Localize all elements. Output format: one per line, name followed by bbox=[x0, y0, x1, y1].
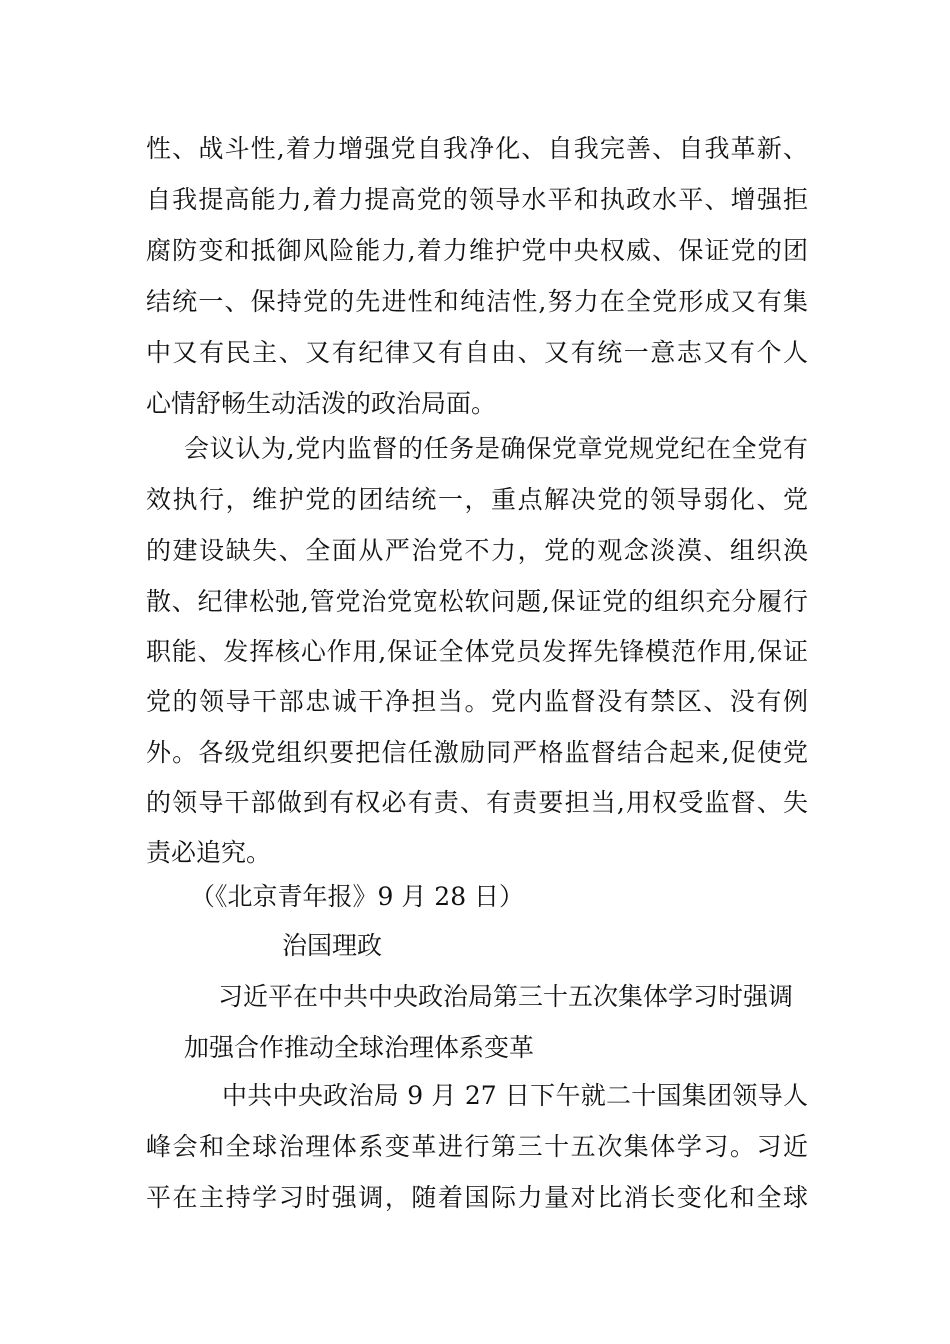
paragraph-2-line-9: 责必追究。 bbox=[146, 838, 272, 867]
paragraph-2-line-2: 效执行，维护党的团结统一，重点解决党的领导弱化、党 bbox=[146, 485, 808, 514]
paragraph-2-line-8: 的领导干部做到有权必有责、有责要担当,用权受监督、失 bbox=[146, 788, 808, 817]
paragraph-1-line-2: 自我提高能力,着力提高党的领导水平和执政水平、增强拒 bbox=[146, 185, 808, 214]
paragraph-1-line-3: 腐防变和抵御风险能力,着力维护党中央权威、保证党的团 bbox=[146, 236, 808, 265]
paragraph-2-line-1: 会议认为,党内监督的任务是确保党章党规党纪在全党有 bbox=[184, 434, 808, 463]
paragraph-1-line-6: 心情舒畅生动活泼的政治局面。 bbox=[146, 389, 497, 418]
paragraph-3-line-2: 峰会和全球治理体系变革进行第三十五次集体学习。习近 bbox=[146, 1132, 808, 1161]
paragraph-2-line-6: 党的领导干部忠诚干净担当。党内监督没有禁区、没有例 bbox=[146, 687, 808, 716]
section-title: 治国理政 bbox=[282, 931, 383, 960]
paragraph-3-line-3: 平在主持学习时强调，随着国际力量对比消长变化和全球 bbox=[146, 1183, 808, 1212]
paragraph-1-line-5: 中又有民主、又有纪律又有自由、又有统一意志又有个人 bbox=[146, 338, 808, 367]
paragraph-1-line-4: 结统一、保持党的先进性和纯洁性,努力在全党形成又有集 bbox=[146, 287, 808, 316]
source-citation: （《北京青年报》9 月 28 日） bbox=[190, 882, 525, 911]
paragraph-2-line-3: 的建设缺失、全面从严治党不力，党的观念淡漠、组织涣 bbox=[146, 536, 808, 565]
paragraph-2-line-5: 职能、发挥核心作用,保证全体党员发挥先锋模范作用,保证 bbox=[146, 637, 808, 666]
article-headline: 习近平在中共中央政治局第三十五次集体学习时强调 bbox=[218, 982, 794, 1011]
article-subheadline: 加强合作推动全球治理体系变革 bbox=[184, 1033, 535, 1062]
paragraph-2-line-7: 外。各级党组织要把信任激励同严格监督结合起来,促使党 bbox=[146, 738, 808, 767]
paragraph-2-line-4: 散、纪律松弛,管党治党宽松软问题,保证党的组织充分履行 bbox=[146, 587, 808, 616]
paragraph-3-line-1: 中共中央政治局 9 月 27 日下午就二十国集团领导人 bbox=[222, 1081, 808, 1110]
paragraph-1-line-1: 性、战斗性,着力增强党自我净化、自我完善、自我革新、 bbox=[146, 134, 808, 163]
